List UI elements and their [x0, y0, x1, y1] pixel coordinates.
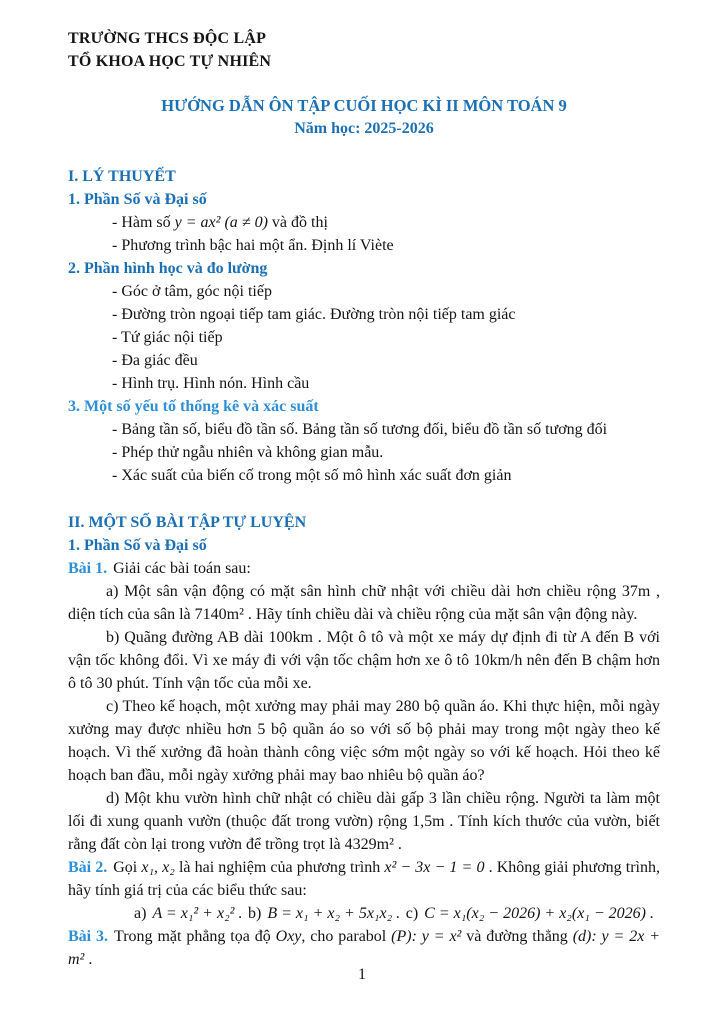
exercises-algebra-heading: 1. Phần Số và Đại số — [68, 537, 207, 554]
expression-b-formula: B = x₁ + x₂ + 5x₁x₂ . — [267, 905, 401, 922]
theory-item-geometry: - Đường tròn ngoại tiếp tam giác. Đường tròn nội tiếp tam giác — [112, 306, 516, 323]
school-year: Năm học: 2025-2026 — [294, 120, 434, 137]
exercise-1-problem-a: a) Một sân vận động có mặt sân hình chữ nhật với chiều dài hơn chiều rộng 37m , diện tích của sân là 7140m² . Hãy tính chiều dài và chiều rộng của mặt sân vận động này. — [68, 583, 660, 623]
expression-b — [248, 902, 400, 925]
theory-geometry-heading: 2. Phần hình học và đo lường — [68, 260, 268, 277]
theory-statistics-heading: 3. Một số yếu tố thống kê và xác suất — [68, 398, 319, 415]
exercise-3-text: Trong mặt phẳng tọa độ — [114, 928, 276, 945]
exercise-2-text: Gọi — [113, 859, 142, 876]
expression-a-label: a) — [134, 905, 147, 922]
exercise-1-problem-b: b) Quãng đường AB dài 100km . Một ô tô và một xe máy dự định đi từ A đến B với vận tốc không đổi. Vì xe máy đi với vận tốc chậm hơn xe ô tô 10km/h nên đến B chậm hơn ô tô 30 phút. Tính vận tốc của mỗi xe. — [68, 629, 660, 692]
document-title: HƯỚNG DẪN ÔN TẬP CUỐI HỌC KÌ II MÔN TOÁN 9 — [161, 96, 567, 115]
theory-item-function — [68, 211, 660, 234]
exercise-1-problem-c: c) Theo kế hoạch, một xưởng may phải may 280 bộ quần áo. Khi thực hiện, mỗi ngày xưởng may được nhiều hơn 5 bộ quần áo so với số bộ phải may trong một ngày theo kế hoạch. Vì thế xưởng đã hoàn thành công việc sớm một ngày so với kế hoạch. Hỏi theo kế hoạch ban đầu, mỗi ngày xưởng phải may bao nhiêu bộ quần áo? — [68, 698, 660, 784]
function-formula: y = ax² (a ≠ 0) — [174, 214, 268, 231]
theory-algebra-heading: 1. Phần Số và Đại số — [68, 191, 207, 208]
coordinate-plane-notation: Oxy — [275, 928, 302, 945]
exercise-2-text: . Không giải phương trình, hãy tính giá trị của các biểu thức sau: — [68, 859, 661, 899]
exercise-3-text: . — [84, 951, 93, 968]
exercise-3-text: , cho parabol — [301, 928, 392, 945]
quadratic-equation: x² − 3x − 1 = 0 — [384, 859, 485, 876]
expression-c — [406, 902, 654, 925]
expression-c-formula: C = x₁(x₂ − 2026) + x₂(x₁ − 2026) . — [424, 905, 654, 922]
expression-c-label: c) — [405, 905, 419, 922]
theory-item-statistics: - Bảng tần số, biểu đồ tần số. Bảng tần số tương đối, biểu đồ tần số tương đối — [112, 421, 608, 438]
theory-item-function-pre: - Hàm số — [112, 214, 175, 231]
theory-item-geometry: - Hình trụ. Hình nón. Hình cầu — [112, 375, 310, 392]
parabola-equation: (P): y = x² — [391, 928, 462, 945]
exercise-1 — [68, 557, 660, 580]
exercise-2-text: là hai nghiệm của phương trình — [174, 859, 385, 876]
theory-item-statistics: - Xác suất của biến cố trong một số mô hình xác suất đơn giản — [112, 467, 512, 484]
expression-a-formula: A = x₁² + x₂² . — [152, 905, 243, 922]
line-equation: (d): y = 2x + m² — [68, 928, 661, 968]
theory-item-function-post: và đồ thị — [267, 214, 328, 231]
school-name: TRƯỜNG THCS ĐỘC LẬP — [68, 30, 267, 47]
theory-item-geometry: - Tứ giác nội tiếp — [112, 329, 223, 346]
theory-item-geometry: - Góc ở tâm, góc nội tiếp — [112, 283, 272, 300]
exercise-3-text: và đường thẳng — [461, 928, 573, 945]
exercise-1-problem-d: d) Một khu vườn hình chữ nhật có chiều dài gấp 3 lần chiều rộng. Người ta làm một lối đi xung quanh vườn (thuộc đất trong vườn) rộng 1,5m . Tính kích thước của vườn, biết rằng đất còn lại trong vườn để trồng trọt là 4329m² . — [68, 790, 660, 853]
exercise-1-label: Bài 1. — [68, 560, 108, 577]
exercise-1-intro: Giải các bài toán sau: — [113, 560, 251, 577]
theory-item-geometry: - Đa giác đều — [112, 352, 198, 369]
section-exercises-heading: II. MỘT SỐ BÀI TẬP TỰ LUYỆN — [68, 514, 307, 531]
title-block — [68, 94, 660, 140]
expression-a — [134, 902, 242, 925]
expression-b-label: b) — [248, 905, 262, 922]
roots-notation: x₁, x₂ — [141, 859, 175, 876]
exercise-2-label: Bài 2. — [68, 859, 108, 876]
department-name: TỔ KHOA HỌC TỰ NHIÊN — [68, 53, 272, 70]
theory-item-statistics: - Phép thử ngẫu nhiên và không gian mẫu. — [112, 444, 384, 461]
exercise-2 — [68, 856, 660, 902]
section-theory-heading: I. LÝ THUYẾT — [68, 168, 176, 185]
page-number: 1 — [358, 966, 366, 983]
exercise-3-label: Bài 3. — [68, 928, 109, 945]
exercise-2-expressions — [68, 902, 660, 925]
theory-item-quadratic: - Phương trình bậc hai một ẩn. Định lí Viète — [112, 237, 394, 254]
